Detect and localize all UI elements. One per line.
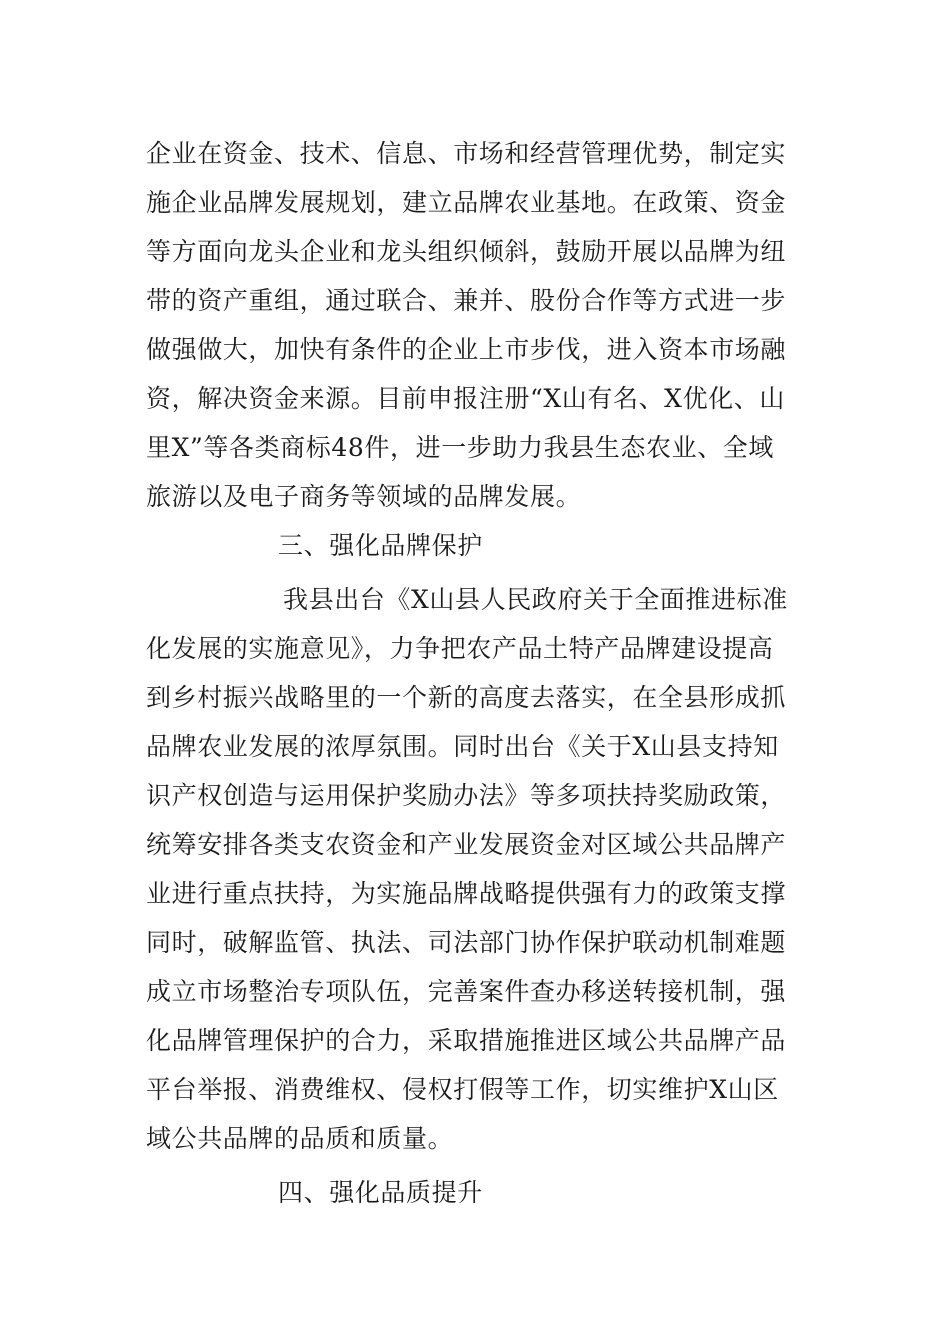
paragraph-line: 业进行重点扶持，为实施品牌战略提供强有力的政策支撑 [146,879,787,908]
paragraph-line: 企业在资金、技术、信息、市场和经营管理优势，制定实 [146,139,787,168]
paragraph-line: 平台举报、消费维权、侵权打假等工作，切实维护X山区 [146,1075,779,1104]
paragraph-line: 品牌农业发展的浓厚氛围。同时出台《关于X山县支持知 [146,732,779,761]
paragraph-line: 统筹安排各类支农资金和产业发展资金对区域公共品牌产 [146,830,787,859]
section-heading-4: 四、强化品质提升 [278,1178,483,1207]
paragraph-line: 资，解决资金来源。目前申报注册“X山有名、X优化、山 [146,384,785,413]
paragraph-line: 带的资产重组，通过联合、兼并、股份合作等方式进一步 [146,286,787,315]
paragraph-line: 域公共品牌的品质和质量。 [146,1124,454,1153]
paragraph-line: 成立市场整治专项队伍，完善案件查办移送转接机制，强 [146,977,787,1006]
paragraph-line: 旅游以及电子商务等领域的品牌发展。 [146,482,582,511]
section-heading-3: 三、强化品牌保护 [278,531,483,560]
paragraph-line: 里X”等各类商标48件，进一步助力我县生态农业、全域 [146,433,774,462]
paragraph-line: 等方面向龙头企业和龙头组织倾斜，鼓励开展以品牌为纽 [146,237,787,266]
paragraph-line: 同时，破解监管、执法、司法部门协作保护联动机制难题 [146,928,787,957]
paragraph-line: 化发展的实施意见》，力争把农产品土特产品牌建设提高 [146,634,774,663]
paragraph-line: 到乡村振兴战略里的一个新的高度去落实，在全县形成抓 [146,683,787,712]
paragraph-line: 我县出台《X山县人民政府关于全面推进标准 [283,585,788,614]
paragraph-line: 施企业品牌发展规划，建立品牌农业基地。在政策、资金 [146,188,787,217]
paragraph-line: 识产权创造与运用保护奖励办法》等多项扶持奖励政策， [146,781,787,810]
paragraph-line: 做强做大，加快有条件的企业上市步伐，进入资本市场融 [146,335,787,364]
paragraph-line: 化品牌管理保护的合力，采取措施推进区域公共品牌产品 [146,1026,787,1055]
